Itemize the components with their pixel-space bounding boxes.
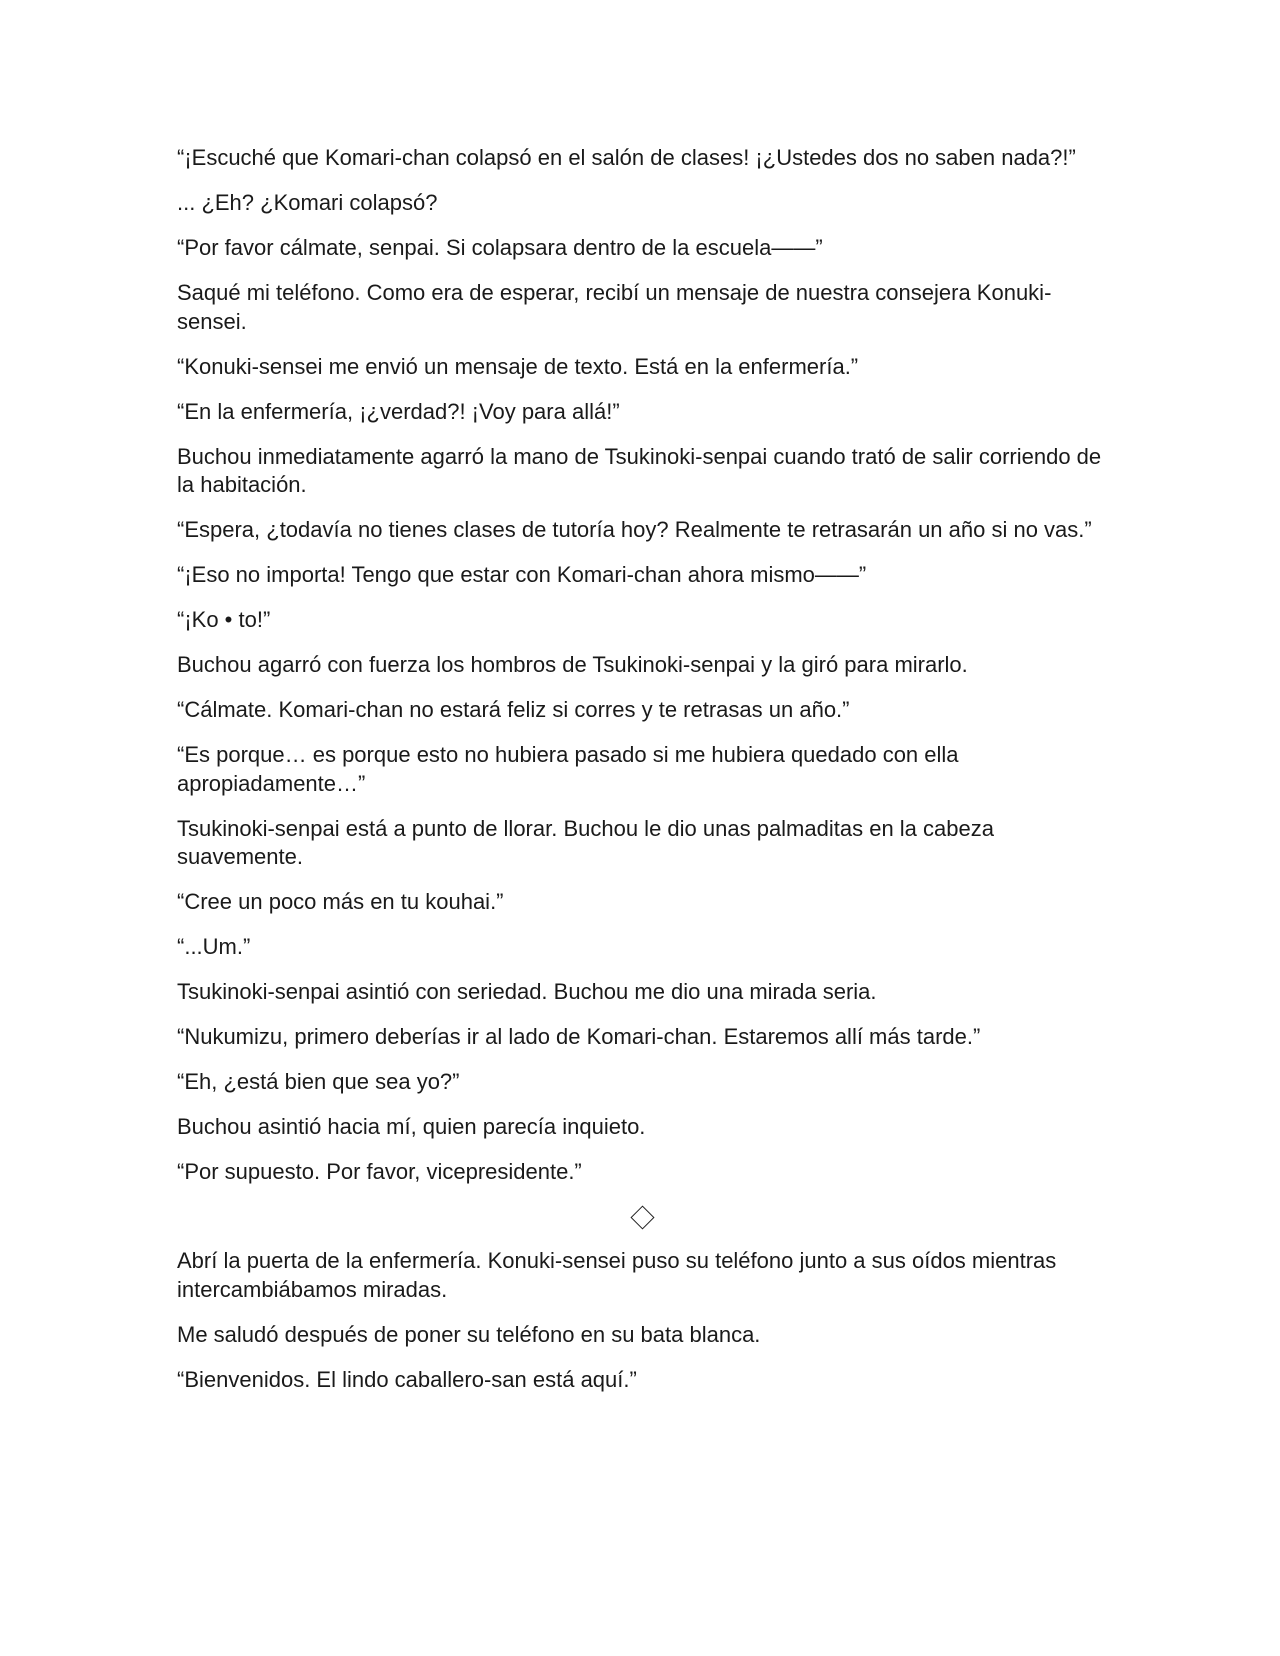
paragraph: Buchou asintió hacia mí, quien parecía inquieto.	[177, 1114, 646, 1139]
text-body	[177, 144, 1107, 1411]
paragraph: ... ¿Eh? ¿Komari colapsó?	[177, 190, 438, 215]
paragraph: “Espera, ¿todavía no tienes clases de tutoría hoy? Realmente te retrasarán un año si no vas.”	[177, 517, 1092, 542]
paragraph: “Cree un poco más en tu kouhai.”	[177, 889, 504, 914]
paragraph: “¡Eso no importa! Tengo que estar con Komari-chan ahora mismo——”	[177, 562, 867, 587]
paragraph: Saqué mi teléfono. Como era de esperar, recibí un mensaje de nuestra consejera Konuki-sensei.	[177, 280, 1052, 334]
paragraph: “Por supuesto. Por favor, vicepresidente.”	[177, 1159, 582, 1184]
paragraph: “Konuki-sensei me envió un mensaje de texto. Está en la enfermería.”	[177, 353, 859, 379]
paragraph: “En la enfermería, ¡¿verdad?! ¡Voy para allá!”	[177, 398, 620, 424]
paragraph: “Por favor cálmate, senpai. Si colapsara dentro de la escuela——”	[177, 235, 823, 260]
paragraph: Me saludó después de poner su teléfono en su bata blanca.	[177, 1321, 761, 1347]
paragraph: “¡Escuché que Komari-chan colapsó en el salón de clases! ¡¿Ustedes dos no saben nada?!”	[177, 145, 1076, 170]
scene-break	[177, 1203, 1107, 1233]
paragraph: “...Um.”	[177, 934, 251, 959]
paragraph: Buchou agarró con fuerza los hombros de Tsukinoki-senpai y la giró para mirarlo.	[177, 652, 968, 677]
paragraph: “¡Ko • to!”	[177, 607, 271, 632]
paragraph: “Es porque… es porque esto no hubiera pasado si me hubiera quedado con ella apropiadamente…”	[177, 742, 959, 796]
paragraph: Buchou inmediatamente agarró la mano de Tsukinoki-senpai cuando trató de salir corriendo de la habitación.	[177, 443, 1102, 497]
paragraph: “Cálmate. Komari-chan no estará feliz si corres y te retrasas un año.”	[177, 697, 850, 722]
paragraph: Tsukinoki-senpai asintió con seriedad. Buchou me dio una mirada seria.	[177, 979, 877, 1004]
paragraph: “Eh, ¿está bien que sea yo?”	[177, 1069, 460, 1094]
paragraph: “Bienvenidos. El lindo caballero-san está aquí.”	[177, 1366, 637, 1392]
paragraph: Abrí la puerta de la enfermería. Konuki-sensei puso su teléfono junto a sus oídos mientras intercambiábamos miradas.	[177, 1248, 1057, 1302]
paragraph: “Nukumizu, primero deberías ir al lado de Komari-chan. Estaremos allí más tarde.”	[177, 1024, 981, 1049]
diamond-icon	[630, 1205, 654, 1229]
paragraph: Tsukinoki-senpai está a punto de llorar. Buchou le dio unas palmaditas en la cabeza suavemente.	[177, 815, 994, 869]
